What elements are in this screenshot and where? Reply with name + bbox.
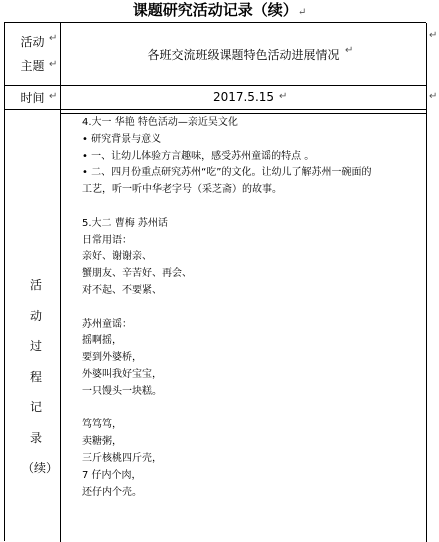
side-label-char: 过 (29, 339, 42, 353)
content-line: 卖糖粥， (82, 436, 122, 448)
topic-value-cell (61, 23, 426, 85)
document-title (0, 0, 439, 20)
content-line: 蟹朋友、辛苦好、再会、 (82, 268, 192, 280)
content-line: 还仔内个壳。 (82, 486, 142, 498)
cell-end-mark-icon: ↵ (49, 91, 58, 102)
content-line: • 一、让幼儿体验方言趣味，感受苏州童谣的特点 。 (82, 150, 315, 162)
content-line: 摇啊摇， (82, 335, 122, 347)
row-end-mark-icon: ↵ (429, 30, 438, 41)
time-label: 时间 (20, 90, 45, 105)
side-label-char: 录 (29, 430, 42, 445)
cell-end-mark-icon: ↵ (49, 59, 58, 70)
topic-value: 各班交流班级课题特色活动进展情况 (147, 47, 340, 62)
side-label-char: （续） (22, 461, 59, 475)
table-right-border (426, 23, 427, 542)
content-line (82, 300, 422, 317)
content-line: 日常用语： (82, 234, 132, 246)
content-line: 4.大一 华艳 特色活动—亲近吴文化 (82, 117, 238, 128)
content-line: 一只馒头一块糕。 (82, 385, 162, 397)
content-line (82, 199, 422, 216)
time-value-cell (61, 85, 426, 109)
side-label-char: 活 (29, 278, 42, 292)
cell-end-mark-icon: ↵ (49, 33, 58, 44)
row-end-mark-icon: ↵ (429, 91, 438, 102)
content-line: 5.大二 曹梅 苏州话 (82, 217, 168, 229)
content-line: 苏州童谣： (82, 318, 132, 330)
side-label-char: 动 (29, 308, 42, 323)
content-line: 亲好、谢谢亲、 (82, 251, 152, 263)
content-line: 要到外婆桥， (82, 352, 142, 364)
content-line: 工艺，听一听中华老字号（采芝斋）的故事。 (82, 184, 282, 196)
row-divider-3 (60, 113, 427, 114)
document-title-text: 课题研究活动记录（续） (132, 1, 298, 19)
content-line (82, 401, 422, 418)
content-line: 三斤核桃四斤壳， (82, 452, 162, 464)
cell-end-mark-icon: ↵ (345, 45, 354, 56)
content-line: • 研究背景与意义 (82, 133, 162, 145)
process-record-label (22, 270, 59, 484)
time-value: 2017.5.15 (212, 90, 275, 104)
side-label-char: 记 (29, 400, 42, 414)
row-divider-2 (5, 109, 427, 110)
content-line: 笃笃笃， (82, 419, 122, 431)
topic-label-line-1: 活动 (20, 35, 45, 49)
paragraph-mark-icon: ↵ (297, 7, 307, 18)
cell-end-mark-icon: ↵ (279, 91, 288, 102)
content-line: 7 仔内个肉， (82, 469, 142, 481)
activity-content (82, 115, 422, 501)
side-label-char: 程 (29, 369, 42, 384)
topic-label-line-2: 主题 (20, 59, 45, 73)
content-line: 外婆叫我好宝宝， (82, 368, 162, 380)
content-line: 对不起、不要紧、 (82, 284, 162, 296)
content-line: • 二、四月份重点研究苏州“吃”的文化。让幼儿了解苏州一碗面的 (82, 167, 372, 179)
